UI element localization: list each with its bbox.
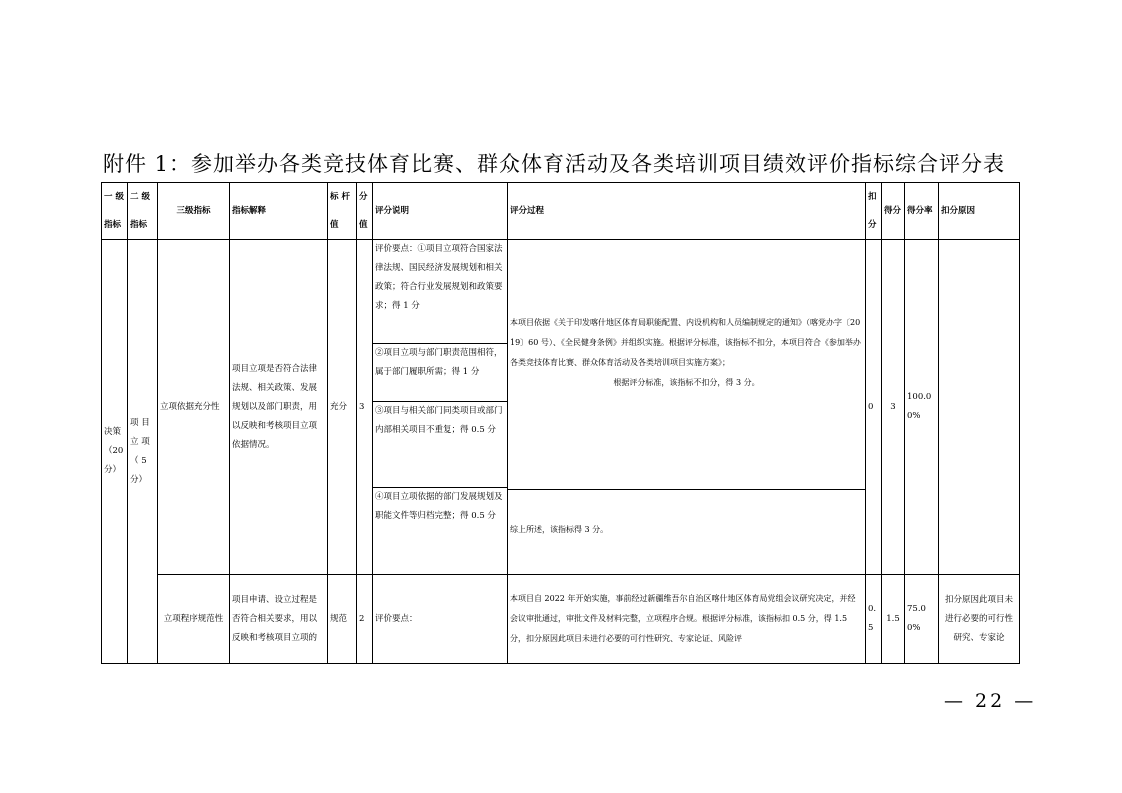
cell-deduction: 0 (866, 240, 882, 575)
cell-level3: 立项依据充分性 (158, 240, 230, 575)
cell-deduction: 0.5 (866, 575, 882, 664)
header-level3: 三级指标 (158, 183, 230, 240)
header-level1: 一 级 指标 (102, 183, 128, 240)
header-explanation: 指标解释 (230, 183, 328, 240)
scoring-note-item: ④项目立项依据的部门发展规划及职能文件等归档完整；得 0.5 分 (375, 492, 503, 521)
header-standard-value: 标 杆 值 (328, 183, 357, 240)
scoring-process-result: 根据评分标准，该指标不扣分，得 3 分。 (613, 378, 760, 387)
header-score-rate: 得分率 (905, 183, 939, 240)
scoring-note-item: ②项目立项与部门职责范围相符，属于部门履职所需；得 1 分 (373, 344, 507, 402)
cell-score: 3 (882, 240, 905, 575)
document-title: 附件 1：参加举办各类竞技体育比赛、群众体育活动及各类培训项目绩效评价指标综合评分表 (103, 152, 1006, 176)
header-score-value: 分 值 (357, 183, 373, 240)
cell-standard-value: 规范 (328, 575, 357, 664)
cell-level2: 项 目 立 项（ 5 分） (128, 240, 158, 664)
cell-scoring-process: 本项目自 2022 年开始实施，事前经过新疆维吾尔自治区喀什地区体育局党组会议研究决定，并经会议审批通过，审批文件及材料完整，立项程序合规。根据评分标准，该指标扣 0.5 分，得 1.5 分，扣分原因此项目未进行必要的可行性研究、专家论证、风险评 (508, 575, 866, 664)
cell-explanation: 项目立项是否符合法律法规、相关政策、发展规划以及部门职责，用以反映和考核项目立项依据情况。 (230, 240, 328, 575)
table-row (102, 575, 1020, 664)
scoring-process-summary: 综上所述，该指标得 3 分。 (510, 525, 609, 534)
cell-scoring-notes: 评价要点： (373, 575, 508, 664)
cell-score-rate: 100.00% (905, 240, 939, 575)
cell-level1: 决策（20 分） (102, 240, 128, 664)
header-deduction-reason: 扣分原因 (939, 183, 1020, 240)
cell-scoring-process (508, 240, 866, 575)
header-scoring-notes: 评分说明 (373, 183, 508, 240)
cell-explanation: 项目申请、设立过程是否符合相关要求，用以反映和考核项目立项的 (230, 575, 328, 664)
cell-scoring-notes (373, 240, 508, 575)
cell-standard-value: 充分 (328, 240, 357, 575)
header-deduction: 扣 分 (866, 183, 882, 240)
scoring-process-text: 本项目依据《关于印发喀什地区体育局职能配置、内设机构和人员编制规定的通知》（喀党办字〔2019〕60 号）、《全民健身条例》并组织实施。根据评分标准，该指标不扣分，本项目符合《参加举办各类竞技体育比赛、群众体育活动及各类培训项目实施方案》； (510, 318, 861, 367)
table-row (102, 240, 1020, 575)
cell-score-value: 3 (357, 240, 373, 575)
page-number: — 22 — (944, 690, 1037, 712)
scoring-note-item: 评价要点：①项目立项符合国家法律法规、国民经济发展规划和相关政策；符合行业发展规划和政策要求；得 1 分 (373, 240, 507, 344)
header-scoring-process: 评分过程 (508, 183, 866, 240)
header-level2: 二 级 指标 (128, 183, 158, 240)
scoring-note-item: ③项目与相关部门同类项目或部门内部相关项目不重复；得 0.5 分 (373, 402, 507, 488)
cell-score: 1.5 (882, 575, 905, 664)
table-header-row (102, 183, 1020, 240)
evaluation-table (101, 182, 1020, 664)
cell-deduction-reason (939, 240, 1020, 575)
cell-score-rate: 75.00% (905, 575, 939, 664)
cell-deduction-reason: 扣分原因此项目未进行必要的可行性研究、专家论 (939, 575, 1020, 664)
cell-score-value: 2 (357, 575, 373, 664)
cell-level3: 立项程序规范性 (158, 575, 230, 664)
header-score: 得分 (882, 183, 905, 240)
scoring-process-block (508, 240, 865, 490)
